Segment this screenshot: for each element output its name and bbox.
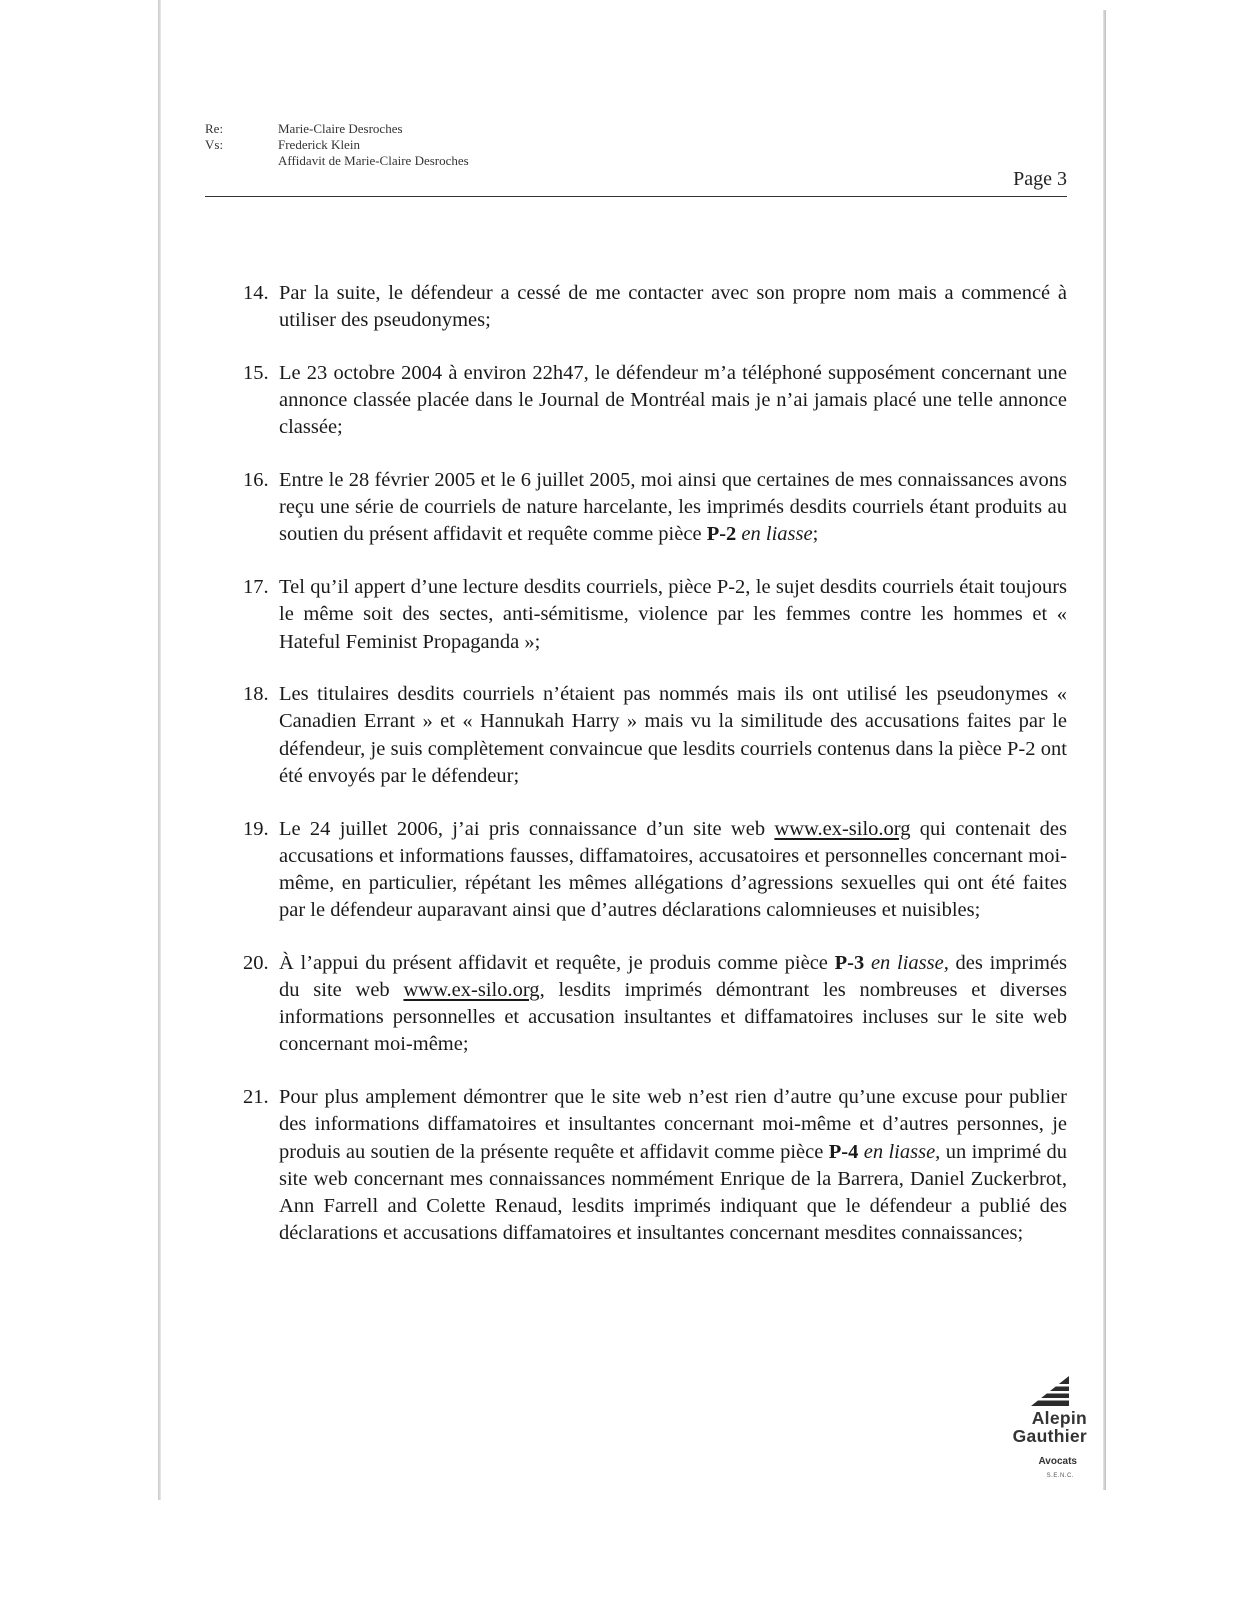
en-liasse-label: en liasse,	[870, 951, 949, 974]
page-number: Page 3	[1013, 168, 1067, 190]
text-segment: À l’appui du présent affidavit et requête, je produis comme pièce	[279, 951, 835, 974]
en-liasse-label: en liasse	[741, 523, 813, 546]
header-value: Marie-Claire Desroches	[278, 121, 403, 136]
header-divider	[205, 196, 1067, 197]
firm-name	[1013, 1409, 1087, 1445]
text-segment: des imprimés du site web	[279, 951, 1068, 1002]
text-segment: Pour plus amplement démontrer que le site web n’est rien d’autre qu’une excuse pour publier des informations diffamatoires et insultantes concernant moi-même et d’autres personnes, je produis au soutien de la présente requête et affidavit comme pièce	[279, 1086, 1067, 1163]
paragraph-14	[243, 280, 1067, 334]
paragraph-15	[243, 360, 1067, 442]
paragraph-21	[243, 1084, 1067, 1247]
paragraph-text: Les titulaires desdits courriels n’étaient pas nommés mais ils ont utilisé les pseudonymes « Canadien Errant » et « Hannukah Harry » mais vu la similitude des accusations faites par le défendeur, je suis complètement convaincue que lesdits courriels contenus dans la pièce P-2 ont été envoyés par le défendeur;	[279, 683, 1067, 787]
header-row-title	[205, 153, 1067, 169]
paragraph-text: Le 23 octobre 2004 à environ 22h47, le défendeur m’a téléphoné supposément concernant une annonce classée placée dans le Journal de Montréal mais je n’ai jamais placé une telle annonce classée;	[279, 361, 1067, 439]
website-link[interactable]: www.ex-silo.org	[774, 817, 911, 840]
paragraph-text: Par la suite, le défendeur a cessé de me contacter avec son propre nom mais a commencé à utiliser des pseudonymes;	[279, 282, 1067, 332]
paragraph-17	[243, 574, 1067, 656]
document-header	[205, 121, 1067, 190]
text-segment: Entre le 28 février 2005 et le 6 juillet 2005, moi ainsi que certaines de mes connaissances avons reçu une série de courriels de nature harcelante, les imprimés desdits courriels étant produits au soutien du présent affidavit et requête comme pièce	[279, 469, 1067, 546]
firm-name-line-1: Alepin	[1031, 1408, 1087, 1428]
paragraph-number: 14.	[243, 282, 269, 304]
paragraph-number: 18.	[243, 683, 269, 706]
website-link[interactable]: www.ex-silo.org	[403, 979, 540, 1002]
paragraph-20	[243, 950, 1067, 1059]
header-value: Frederick Klein	[278, 137, 360, 152]
firm-subtitle: Avocats	[1038, 1456, 1077, 1467]
header-key	[205, 153, 278, 169]
paragraph-text: Tel qu’il appert d’une lecture desdits courriels, pièce P-2, le sujet desdits courriels était toujours le même soit des sectes, anti-sémitisme, violence par les femmes contre les hommes et « Hateful Feminist Propaganda »;	[279, 576, 1067, 653]
paragraph-number: 16.	[243, 469, 269, 492]
scan-edge-left	[158, 0, 161, 1500]
scan-edge-right	[1103, 10, 1106, 1490]
paragraph-number: 15.	[243, 361, 269, 384]
text-segment: , lesdits imprimés démontrant les nombreuses et diverses informations personnelles et accusation insultantes et diffamatoires incluses sur le site web concernant moi-même;	[279, 979, 1068, 1056]
paragraph-number: 17.	[243, 576, 269, 599]
header-key: Re:	[205, 121, 224, 136]
exhibit-reference: P-4	[828, 1140, 859, 1163]
paragraph-number: 21.	[243, 1086, 269, 1109]
text-segment: Le 24 juillet 2006, j’ai pris connaissance d’un site web	[279, 817, 775, 840]
paragraph-text	[279, 950, 1067, 1059]
firm-name-line-2: Gauthier	[1012, 1426, 1087, 1446]
paragraph-16	[243, 467, 1067, 549]
paragraph-text	[279, 816, 1067, 925]
firm-legal-form: S.E.N.C.	[1046, 1473, 1074, 1479]
paragraph-18	[243, 681, 1067, 790]
text-segment: ;	[812, 523, 819, 546]
header-value: Affidavit de Marie-Claire Desroches	[278, 153, 469, 168]
header-key: Vs:	[205, 137, 224, 152]
en-liasse-label: en liasse,	[863, 1140, 941, 1163]
law-firm-logo	[975, 1376, 1095, 1496]
exhibit-reference: P-2	[706, 523, 737, 546]
firm-logo-mark-icon	[1031, 1376, 1069, 1406]
exhibit-reference: P-3	[834, 951, 865, 974]
paragraph-number: 20.	[243, 951, 269, 974]
paragraph-text	[279, 467, 1067, 549]
text-segment: un imprimé du site web concernant mes connaissances nommément Enrique de la Barrera, Daniel Zuckerbrot, Ann Farrell and Colette Renaud, lesdits imprimés indiquant que le défendeur a publié des déclarations et accusations diffamatoires et insultantes concernant mesdites connaissances;	[279, 1140, 1067, 1245]
paragraph-number: 19.	[243, 817, 269, 840]
header-row-re	[205, 121, 1067, 137]
affidavit-body	[243, 280, 1067, 1273]
paragraph-19	[243, 816, 1067, 925]
header-row-vs	[205, 137, 1067, 153]
paragraph-text	[279, 1084, 1067, 1247]
text-segment: qui contenait des accusations et informations fausses, diffamatoires, accusatoires et personnelles concernant moi-même, en particulier, répétant les mêmes allégations d’agressions sexuelles qui ont été faites par le défendeur auparavant ainsi que d’autres déclarations calomnieuses et nuisibles;	[279, 817, 1068, 922]
